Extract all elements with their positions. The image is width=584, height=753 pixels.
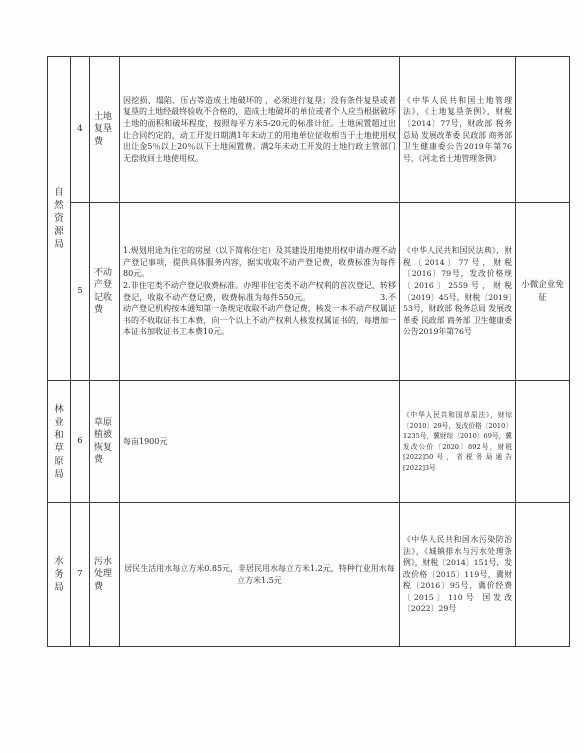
remark-cell <box>516 381 570 503</box>
fee-content: 居民生活用水每立方米0.85元，非居民用水每立方米1.2元，特种行业用水每立方米1.5元 <box>120 503 400 647</box>
fee-item-name: 土地复垦费 <box>90 57 120 203</box>
fee-item-name: 草原植被恢复费 <box>90 381 120 503</box>
fee-content <box>120 203 400 381</box>
fee-content-text: 1.规划用途为住宅的房屋（以下简称住宅）及其建设用地使用权申请办理不动产登记事项，提供具体服务内容，据实收取不动产登记费，收费标准为每件80元。 2.非住宅类不动产登记收费标准。办理非住宅类不动产权利的首次登记、转移登记，收取不动产登记费，收费标准为每件550元。 3.不动产登记机构按本通知第一条规定收取不动产登记费，核发一本不动产权属证书的不收取证书工本费，向一个以上不动产权利人核发权属证书的，每增加一本证书加收证书工本费10元。 <box>123 246 396 337</box>
row-number: 7 <box>71 503 90 647</box>
table-row <box>48 381 570 503</box>
dept-label: 自然资源局 <box>54 187 64 250</box>
table-row <box>48 503 570 647</box>
table-row <box>48 203 570 381</box>
dept-cell <box>48 503 71 647</box>
remark-cell: 小微企业免征 <box>516 203 570 381</box>
row-number: 4 <box>71 57 90 203</box>
fee-content: 每亩1900元 <box>120 381 400 503</box>
dept-label: 水务局 <box>54 556 64 593</box>
fee-item-name: 不动产登记收费 <box>90 203 120 381</box>
dept-cell <box>48 57 71 381</box>
row-number: 5 <box>71 203 90 381</box>
dept-label: 林业和草原局 <box>54 403 64 480</box>
remark-cell <box>516 503 570 647</box>
fee-content: 因挖损、塌陷、压占等造成土地破坏的 ，必须进行复垦；没有条件复垦或者复垦的土地经最终验收不合格的，造成土地破坏的单位或者个人应当根据破坏土地的面积和破坏程度，按照每平方米5-20元的标准计征。土地闲置超过出让合同约定的，动工开发日期满1年未动工的用地单位征收相当于土地使用权出让金5％以上20％以下土地闲置费。满2年未动工开发的土地行政主管部门无偿收回土地使用权。 <box>120 57 400 203</box>
legal-basis: 《中华人民共和国民法典》，财税〔2014〕77号，财税〔2016〕79号，发改价格规〔2016〕2559号，财税〔2019〕45号，财税〔2019〕53号，财政部 税务总局 发展改革委 民政部 商务部 卫生健康委公告2019年第76号 <box>400 203 516 381</box>
legal-basis: 《中华人民共和国草原法》，财综〔2010〕29号，发改价格〔2010〕1235号，冀财综〔2010〕69号，冀发改公价〔2020〕892号，财税[2022]50号，省税务局通告[2022]3号 <box>400 381 516 503</box>
fee-item-name: 污水处理费 <box>90 503 120 647</box>
dept-cell <box>48 381 71 503</box>
legal-basis: 《中华人民共和国土地管理法》，《土地复垦条例》，财税〔2014〕77号，财政部 税务总局 发展改革委 民政部 商务部 卫生健康委公告2019年第76号，《河北省土地管理条例》 <box>400 57 516 203</box>
row-number: 6 <box>71 381 90 503</box>
table-row <box>48 57 570 203</box>
fee-table <box>47 56 570 647</box>
legal-basis: 《中华人民共和国水污染防治法》，《城镇排水与污水处理条例》，财税〔2014〕151号，发改价格〔2015〕119号，冀财税〔2016〕95号，冀价经费〔2015〕110号 国发改〔2022〕29号 <box>400 503 516 647</box>
remark-cell <box>516 57 570 203</box>
